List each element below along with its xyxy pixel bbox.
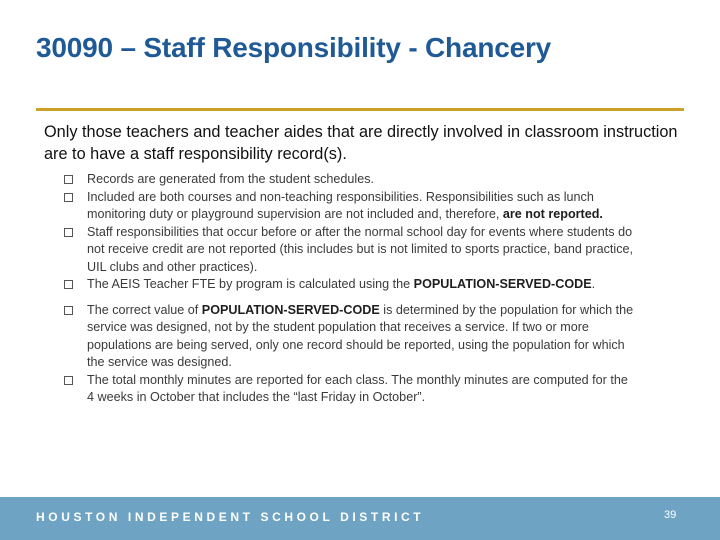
bullet-text: Staff responsibilities that occur before or after the normal school day for events where students do not receive credit are not reported (this includes but is not limited to sports practice, band practice, UIL clubs and other practices). bbox=[87, 224, 634, 274]
bullet-text-end: . bbox=[591, 277, 596, 291]
list-item bbox=[64, 372, 634, 407]
bullet-text-start: The correct value of bbox=[87, 302, 202, 317]
checkbox-bullet-icon bbox=[64, 228, 73, 237]
page-number: 39 bbox=[664, 509, 677, 521]
bullet-text: is determined by the population for which the service was designed, not by the student population that receives a service. If two or more populations are being served, only one record should be reported, using the population for which the service was designed. bbox=[87, 302, 634, 369]
list-item bbox=[64, 276, 634, 294]
slide-title: 30090 – Staff Responsibility - Chancery bbox=[36, 32, 552, 63]
bullet-text: The AEIS Teacher FTE by program is calculated using the bbox=[87, 277, 414, 291]
checkbox-bullet-icon bbox=[64, 175, 73, 184]
intro-paragraph: Only those teachers and teacher aides that are directly involved in classroom instruction are to have a staff responsibility record(s). bbox=[44, 123, 678, 163]
list-item bbox=[64, 171, 634, 189]
list-item bbox=[64, 302, 634, 372]
list-item bbox=[64, 189, 634, 224]
list-item bbox=[64, 224, 634, 277]
bullet-text: The total monthly minutes are reported for each class. The monthly minutes are computed for the 4 weeks in October that includes the “last Friday in October”. bbox=[87, 372, 628, 404]
district-name: HOUSTON INDEPENDENT SCHOOL DISTRICT bbox=[36, 510, 425, 524]
bullet-list bbox=[64, 171, 634, 407]
bullet-text: Records are generated from the student schedules. bbox=[87, 172, 375, 186]
bullet-emphasis: POPULATION-SERVED-CODE bbox=[201, 302, 380, 317]
checkbox-bullet-icon bbox=[64, 280, 73, 289]
footer-bar bbox=[0, 497, 720, 540]
bullet-emphasis: are not reported. bbox=[502, 207, 603, 221]
bullet-text: Included are both courses and non-teaching responsibilities. Responsibilities such as lunch monitoring duty or playground supervision are not included and, therefore, bbox=[87, 189, 594, 221]
bullet-emphasis: POPULATION-SERVED-CODE bbox=[413, 277, 592, 291]
checkbox-bullet-icon bbox=[64, 306, 73, 315]
checkbox-bullet-icon bbox=[64, 376, 73, 385]
checkbox-bullet-icon bbox=[64, 193, 73, 202]
title-divider bbox=[36, 108, 684, 111]
